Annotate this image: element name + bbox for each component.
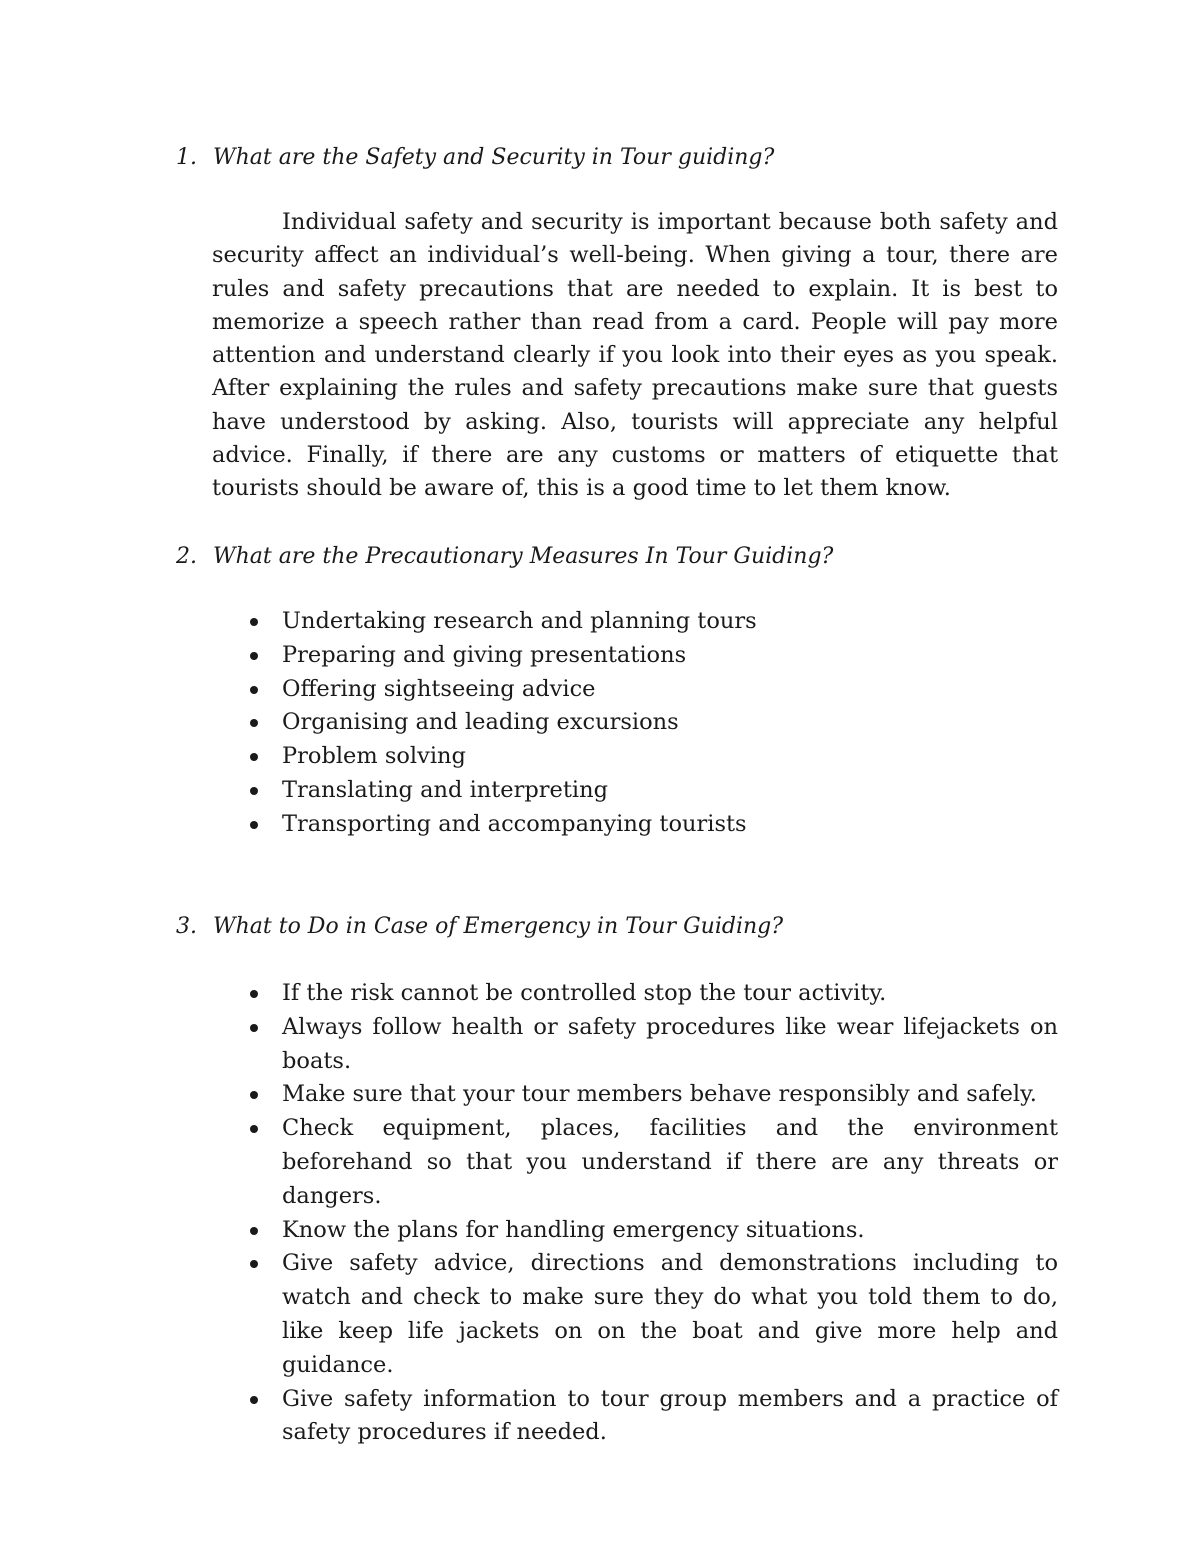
bullet-icon xyxy=(250,1260,258,1268)
bullet-icon xyxy=(250,821,258,829)
bullet-icon xyxy=(250,1125,258,1133)
bullet-icon xyxy=(250,652,258,660)
emergency-actions-list xyxy=(248,977,1058,1450)
list-item: If the risk cannot be controlled stop the tour activity. xyxy=(248,977,1058,1011)
list-item: Translating and interpreting xyxy=(248,774,1058,808)
precautionary-measures-list xyxy=(248,605,1058,842)
question-2-number: 2. xyxy=(176,544,197,569)
bullet-icon xyxy=(250,686,258,694)
question-3-heading xyxy=(176,910,1076,944)
bullet-icon xyxy=(250,1091,258,1099)
bullet-icon xyxy=(250,753,258,761)
question-1-number: 1. xyxy=(176,145,197,170)
bullet-icon xyxy=(250,1396,258,1404)
question-1-heading xyxy=(176,141,1076,175)
question-3-number: 3. xyxy=(176,914,197,939)
question-3-text: What to Do in Case of Emergency in Tour Guiding? xyxy=(213,914,784,939)
list-item: Make sure that your tour members behave responsibly and safely. xyxy=(248,1078,1058,1112)
question-2-heading xyxy=(176,540,1076,574)
list-item: Check equipment, places, facilities and the environment beforehand so that you understand if there are any threats or dangers. xyxy=(248,1112,1058,1213)
bullet-icon xyxy=(250,618,258,626)
list-item: Give safety information to tour group members and a practice of safety procedures if needed. xyxy=(248,1383,1058,1451)
list-item: Preparing and giving presentations xyxy=(248,639,1058,673)
list-item: Offering sightseeing advice xyxy=(248,673,1058,707)
bullet-icon xyxy=(250,990,258,998)
list-item: Know the plans for handling emergency situations. xyxy=(248,1214,1058,1248)
bullet-icon xyxy=(250,787,258,795)
list-item: Always follow health or safety procedures like wear lifejackets on boats. xyxy=(248,1011,1058,1079)
answer-1-paragraph: Individual safety and security is important because both safety and security affect an individual’s well-being. When giving a tour, there are rules and safety precautions that are needed to explain. It is best to memorize a speech rather than read from a card. People will pay more attention and understand clearly if you look into their eyes as you speak. After explaining the rules and safety precautions make sure that guests have understood by asking. Also, tourists will appreciate any helpful advice. Finally, if there are any customs or matters of etiquette that tourists should be aware of, this is a good time to let them know. xyxy=(212,209,1058,502)
list-item: Undertaking research and planning tours xyxy=(248,605,1058,639)
list-item: Organising and leading excursions xyxy=(248,706,1058,740)
list-item: Transporting and accompanying tourists xyxy=(248,808,1058,842)
question-1-text: What are the Safety and Security in Tour guiding? xyxy=(213,145,775,170)
bullet-icon xyxy=(250,1227,258,1235)
bullet-icon xyxy=(250,719,258,727)
bullet-icon xyxy=(250,1024,258,1032)
list-item: Give safety advice, directions and demonstrations including to watch and check to make sure they do what you told them to do, like keep life jackets on on the boat and give more help and guidance. xyxy=(248,1247,1058,1382)
question-2-text: What are the Precautionary Measures In Tour Guiding? xyxy=(213,544,834,569)
list-item: Problem solving xyxy=(248,740,1058,774)
